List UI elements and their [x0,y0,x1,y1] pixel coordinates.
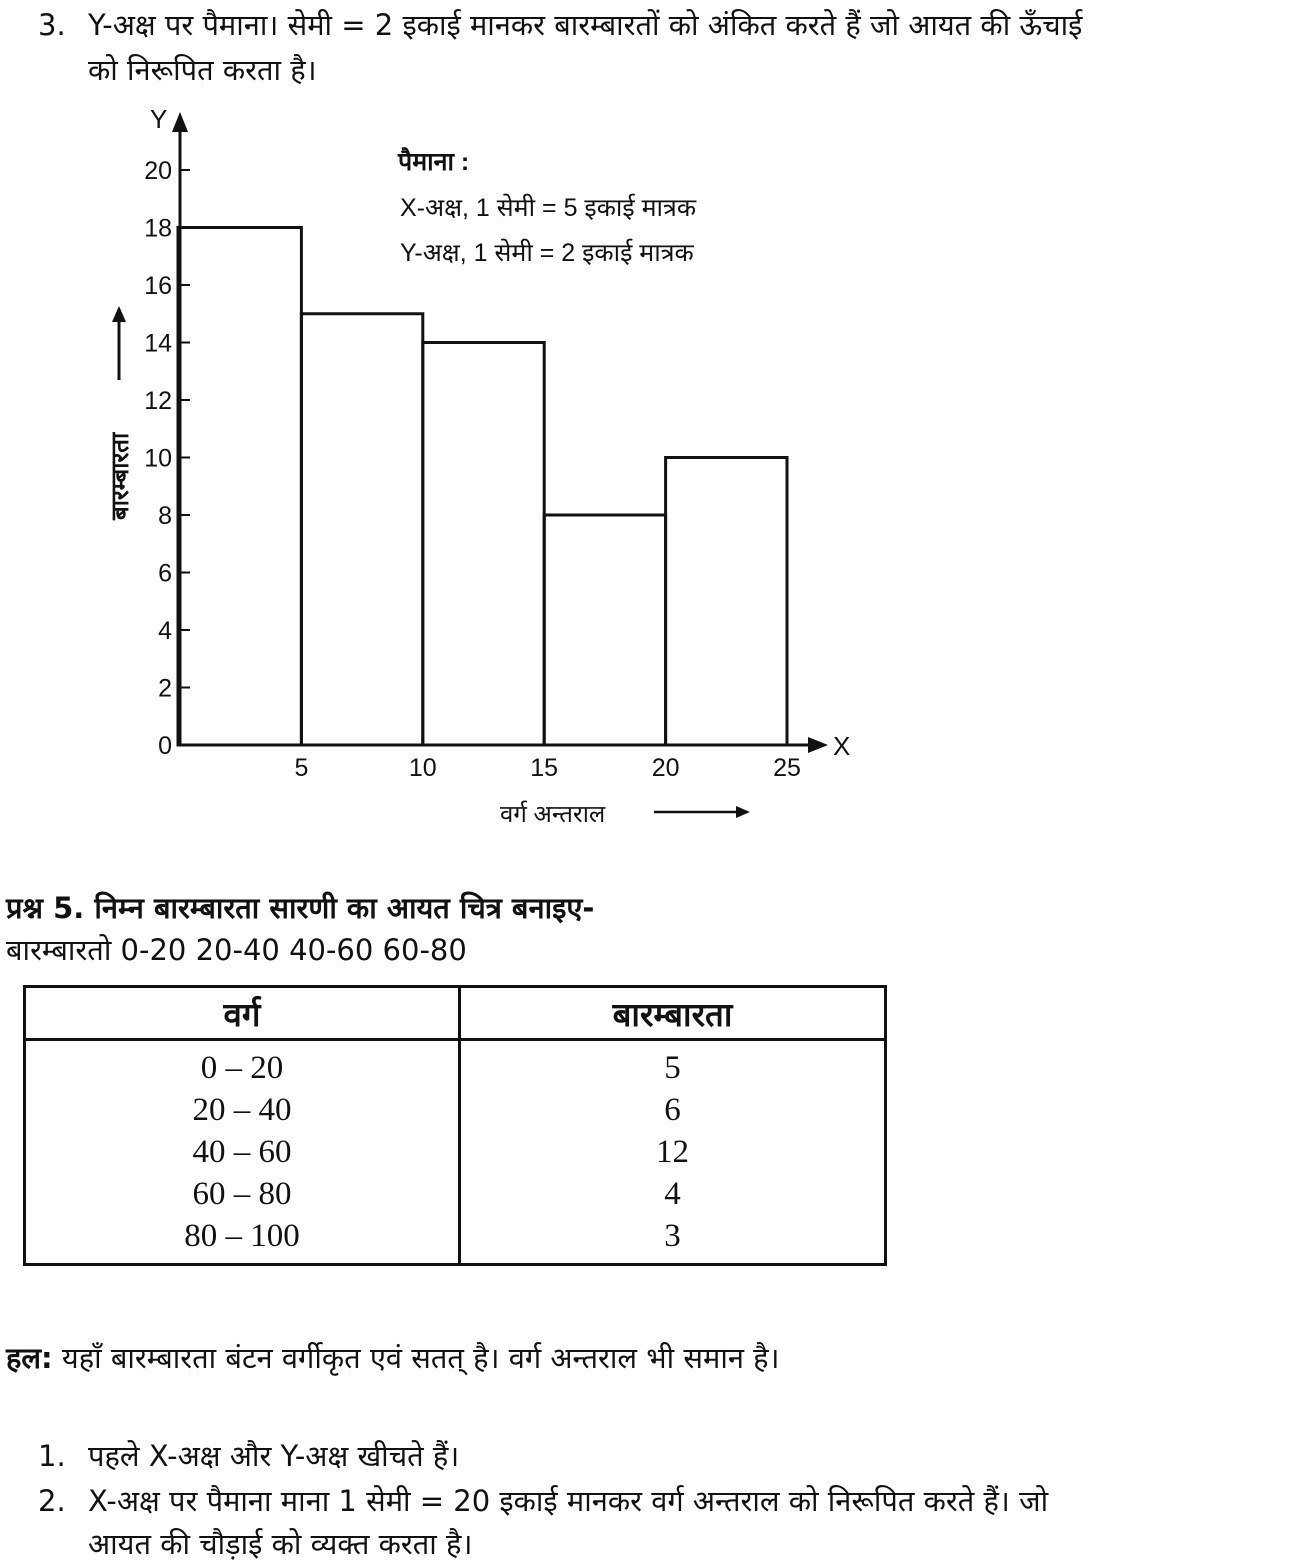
table-cell-frequency: 12 [656,1134,689,1170]
y-tick-label: 14 [144,329,172,358]
y-axis-letter: Y [150,104,168,134]
step-3-line-1: Y-अक्ष पर पैमाना। सेमी = 2 इकाई मानकर बारम्बारतों को अंकित करते हैं जो आयत की ऊँचाई [88,8,1083,42]
step-1-number: 1. [38,1439,66,1473]
table-header-frequency: बारम्बारता [460,987,886,1040]
histogram-bar [423,343,544,746]
table-cell-class: 20 – 40 [25,1089,460,1131]
step-2-line-2: आयत की चौड़ाई को व्यक्त करता है। [88,1527,473,1561]
solution-line [6,1338,780,1378]
y-label-arrow-head [112,306,126,322]
table-row [25,1215,886,1265]
table-row [25,1173,886,1215]
frequency-table [23,985,887,1266]
scale-note-x-line: X-अक्ष, 1 सेमी = 5 इकाई मात्रक [400,194,697,222]
scale-note-title: पैमाना : [398,148,470,176]
step-3-line-2: को निरूपित करता है। [88,53,317,87]
x-tick-label: 10 [408,754,437,782]
step-3-number: 3. [38,8,66,42]
x-tick-label: 20 [651,754,680,782]
table-cell-class: 40 – 60 [25,1131,460,1173]
x-label-arrow-head [736,806,750,818]
y-tick-label: 20 [144,157,172,185]
table-cell-class: 0 – 20 [25,1040,460,1090]
x-tick-label: 15 [530,754,559,782]
table-cell-frequency: 6 [664,1092,681,1128]
y-tick-label: 12 [144,387,172,415]
table-header-row [25,987,886,1040]
y-tick-label: 0 [158,732,172,760]
x-tick-label: 5 [294,754,309,782]
y-tick-label: 16 [144,272,172,300]
y-tick-label: 18 [144,214,172,243]
question-5-heading: प्रश्न 5. निम्न बारम्बारता सारणी का आयत चित्र बनाइए- [6,891,595,925]
y-tick-label: 4 [158,617,172,645]
table-cell-frequency: 5 [664,1050,681,1086]
x-tick-label: 25 [773,754,801,782]
table-row [25,1040,886,1090]
table-cell-frequency: 4 [664,1176,681,1212]
step-2-line-1: X-अक्ष पर पैमाना माना 1 सेमी = 20 इकाई मानकर वर्ग अन्तराल को निरूपित करते हैं। जो [88,1484,1049,1518]
table-cell-frequency: 3 [664,1218,681,1254]
step-2-number: 2. [38,1484,66,1518]
step-1-line-1: पहले X-अक्ष और Y-अक्ष खीचते हैं। [88,1439,460,1473]
table-cell-class: 60 – 80 [25,1173,460,1215]
y-tick-label: 2 [158,674,172,703]
x-axis-letter: X [833,731,851,761]
y-tick-label: 6 [158,559,172,588]
y-tick-label: 10 [144,444,172,473]
histogram-bar [178,228,301,746]
y-tick-label: 8 [158,502,172,530]
x-axis-label: वर्ग अन्तराल [500,801,606,828]
solution-label: हल: [6,1341,53,1375]
solution-text: यहाँ बारम्बारता बंटन वर्गीकृत एवं सतत् है। वर्ग अन्तराल भी समान है। [52,1341,780,1375]
table-row [25,1089,886,1131]
histogram-bar [301,314,422,745]
table-header-class: वर्ग [25,987,460,1040]
histogram-bar [666,458,787,746]
histogram-bar [544,515,665,745]
table-cell-class: 80 – 100 [25,1215,460,1265]
scale-note-y-line: Y-अक्ष, 1 सेमी = 2 इकाई मात्रक [400,239,694,267]
y-axis-arrow [172,112,188,132]
table-row [25,1131,886,1173]
y-axis-label: बारम्बारता [107,432,134,520]
x-axis-arrow [808,737,828,753]
question-5-subline: बारम्बारतो 0-20 20-40 40-60 60-80 [6,933,467,967]
